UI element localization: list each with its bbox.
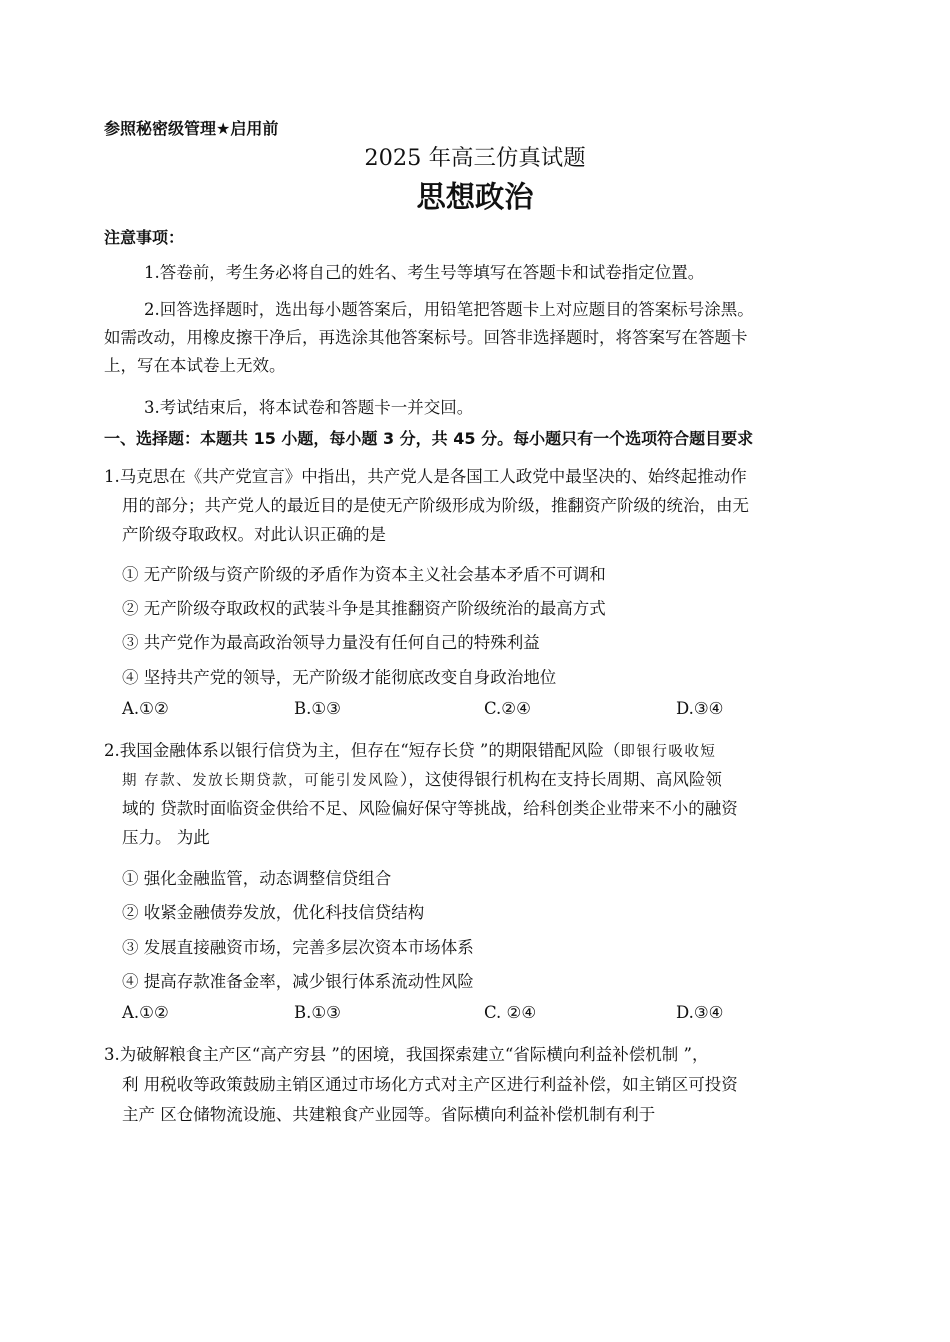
notice-item-2-line-1: 2.回答选择题时，选出每小题答案后，用铅笔把答题卡上对应题目的答案标号涂黑。 [144, 300, 754, 319]
q1-statement-3: ③ 共产党作为最高政治领导力量没有任何自己的特殊利益 [122, 633, 540, 652]
subject-title: 思想政治 [416, 180, 534, 214]
q2-statement-2: ② 收紧金融债券发放，优化科技信贷结构 [122, 903, 425, 922]
q1-option-d: D.③④ [676, 699, 724, 718]
q2-option-b: B.①③ [294, 1003, 341, 1022]
notice-item-2-line-3: 上，写在本试卷上无效。 [104, 356, 286, 375]
exam-title: 2025 年高三仿真试题 [364, 145, 586, 171]
q2-stem-line-1 [104, 737, 716, 761]
q2-statement-4: ④ 提高存款准备金率，减少银行体系流动性风险 [122, 972, 474, 991]
q2-option-d: D.③④ [676, 1003, 724, 1022]
q1-statement-2: ② 无产阶级夺取政权的武装斗争是其推翻资产阶级统治的最高方式 [122, 599, 606, 618]
q2-statement-3: ③ 发展直接融资市场，完善多层次资本市场体系 [122, 938, 474, 957]
secrecy-label: 参照秘密级管理★启用前 [104, 119, 279, 138]
q2-stem-line-2-text: ），这使得银行机构在支持长周期、高风险领 [400, 770, 722, 789]
q1-stem-line-3: 产阶级夺取政权。对此认识正确的是 [122, 525, 386, 544]
q2-stem-line-3: 域的 贷款时面临资金供给不足、风险偏好保守等挑战，给科创类企业带来不小的融资 [122, 799, 738, 818]
q2-stem-line-2 [122, 766, 722, 790]
q1-statement-1: ① 无产阶级与资产阶级的矛盾作为资本主义社会基本矛盾不可调和 [122, 565, 606, 584]
q1-option-b: B.①③ [294, 699, 341, 718]
q1-option-a: A.①② [122, 699, 169, 718]
q1-stem-line-2: 用的部分；共产党人的最近目的是使无产阶级形成为阶级，推翻资产阶级的统治，由无 [122, 496, 749, 515]
q1-statement-4: ④ 坚持共产党的领导，无产阶级才能彻底改变自身政治地位 [122, 668, 557, 687]
q3-stem-line-1: 3.为破解粮食主产区“高产穷县 ”的困境，我国探索建立“省际横向利益补偿机制 ”， [104, 1045, 709, 1064]
notice-heading: 注意事项： [104, 228, 185, 247]
notice-item-2-line-2: 如需改动，用橡皮擦干净后，再选涂其他答案标号。回答非选择题时，将答案写在答题卡 [104, 328, 748, 347]
q2-option-c: C. ②④ [484, 1003, 537, 1022]
q1-option-c: C.②④ [484, 699, 531, 718]
q2-stem-line-4: 压力。 为此 [122, 828, 210, 847]
q3-stem-line-2: 利 用税收等政策鼓励主销区通过市场化方式对主产区进行利益补偿，如主销区可投资 [122, 1075, 738, 1094]
q2-stem-line-1-note: 即银行吸收短 [620, 744, 717, 760]
q3-stem-line-3: 主产 区仓储物流设施、共建粮食产业园等。省际横向利益补偿机制有利于 [122, 1105, 656, 1124]
q2-statement-1: ① 强化金融监管，动态调整信贷组合 [122, 869, 392, 888]
q2-option-a: A.①② [122, 1003, 169, 1022]
q2-stem-line-2-note: 期 存款、发放长期贷款，可能引发风险 [122, 773, 401, 789]
q1-stem-line-1: 1.马克思在《共产党宣言》中指出，共产党人是各国工人政党中最坚决的、始终起推动作 [104, 467, 747, 486]
notice-item-3: 3.考试结束后，将本试卷和答题卡一并交回。 [144, 398, 474, 417]
section-heading: 一、选择题：本题共 15 小题，每小题 3 分，共 45 分。每小题只有一个选项符合题目要求 [104, 429, 754, 448]
notice-item-1: 1.答卷前，考生务必将自己的姓名、考生号等填写在答题卡和试卷指定位置。 [144, 263, 705, 282]
q2-stem-line-1-text: 2.我国金融体系以银行信贷为主，但存在“短存长贷 ”的期限错配风险（ [104, 741, 621, 760]
